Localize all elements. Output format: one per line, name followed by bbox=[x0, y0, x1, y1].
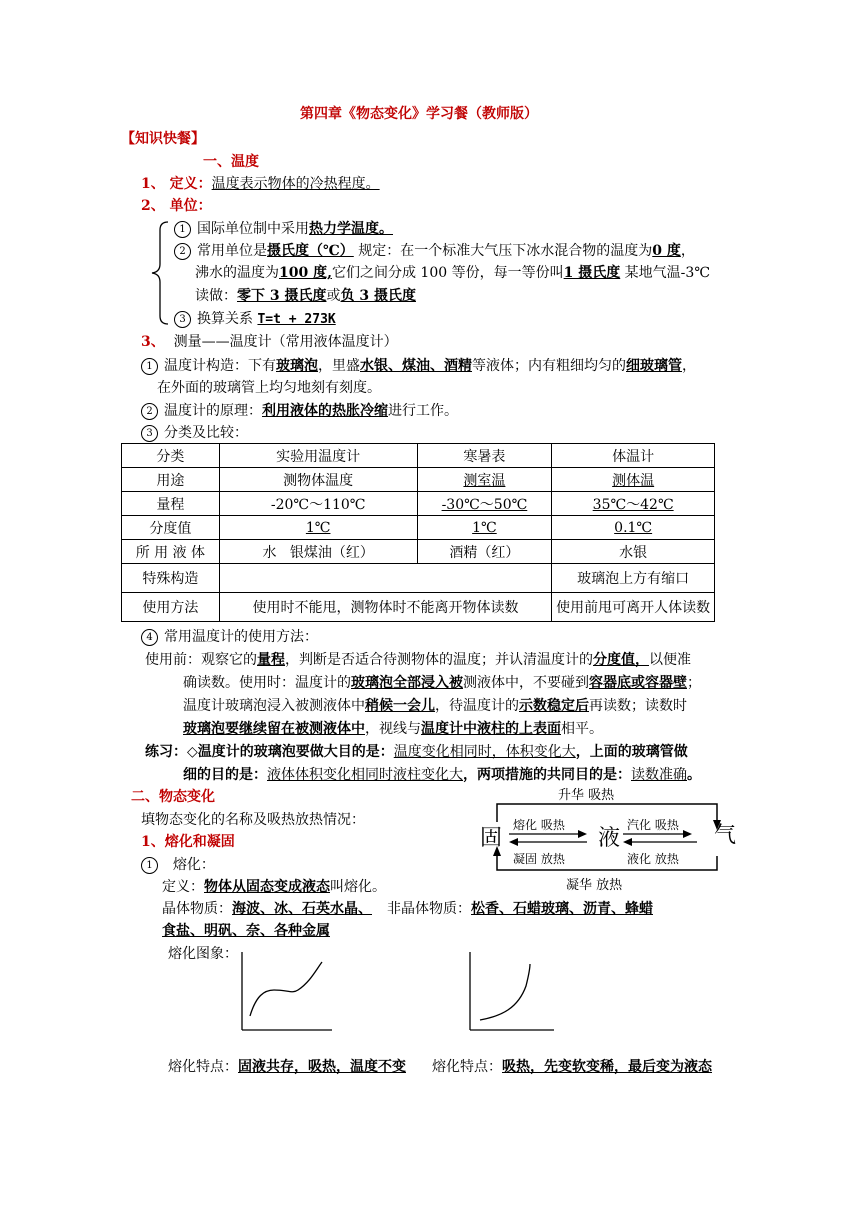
circle-3-icon: 3 bbox=[141, 425, 158, 442]
unit-item-1: 1 国际单位制中采用热力学温度。 bbox=[174, 219, 393, 239]
table-header-row bbox=[122, 444, 715, 468]
circle-2-icon: 2 bbox=[141, 403, 158, 420]
table-header: 分类 bbox=[122, 444, 220, 468]
unit-label: 2、 单位： bbox=[141, 198, 212, 214]
vaporization-label: 汽化 吸热 bbox=[627, 818, 679, 832]
circle-3-icon: 3 bbox=[174, 311, 191, 328]
condensation-label: 液化 放热 bbox=[627, 852, 679, 866]
crystal-feature: 熔化特点：固液共存，吸热，温度不变 bbox=[168, 1059, 406, 1075]
circle-1-icon: 1 bbox=[141, 857, 158, 874]
noncrystal-line: 非晶体物质：松香、石蜡玻璃、沥青、蜂蜡 bbox=[387, 901, 653, 917]
practice-line-1: 练习：◇温度计的玻璃泡要做大目的是：温度变化相同时，体积变化大，上面的玻璃管做 bbox=[145, 744, 688, 760]
measure-line: 3、 测量——温度计（常用液体温度计） bbox=[141, 334, 398, 350]
table-row: 量程 -20℃～110℃ -30℃～50℃ 35℃～42℃ bbox=[122, 492, 715, 516]
table-row: 所 用 液 体 水 银煤油（红） 酒精（红） 水银 bbox=[122, 540, 715, 564]
melting-label: 熔化 吸热 bbox=[513, 818, 565, 832]
freezing-label: 凝固 放热 bbox=[513, 852, 565, 866]
heading-temperature: 一、温度 bbox=[203, 154, 259, 170]
table-header: 实验用温度计 bbox=[219, 444, 417, 468]
table-row: 用途 测物体温度 测室温 测体温 bbox=[122, 468, 715, 492]
graph-label: 熔化图象： bbox=[168, 946, 238, 962]
usage-text-2: 确读数。使用时：温度计的玻璃泡全部浸入被测液体中，不要碰到容器底或容器壁； bbox=[183, 675, 701, 691]
circle-4-icon: 4 bbox=[141, 629, 158, 646]
definition-label: 1、 定义： bbox=[141, 176, 212, 192]
table-row: 分度值 1℃ 1℃ 0.1℃ bbox=[122, 516, 715, 540]
section-knowledge: 【知识快餐】 bbox=[121, 131, 205, 147]
melting-sub: 1 熔化： bbox=[141, 855, 215, 875]
principle-line: 2 温度计的原理：利用液体的热胀冷缩进行工作。 bbox=[141, 401, 458, 421]
structure-line: 1 温度计构造：下有玻璃泡，里盛水银、煤油、酒精等液体；内有粗细均匀的细玻璃管， bbox=[141, 356, 696, 376]
crystal-line-2: 食盐、明矾、奈、各种金属 bbox=[162, 923, 330, 939]
circle-2-icon: 2 bbox=[174, 243, 191, 260]
circle-1-icon: 1 bbox=[141, 358, 158, 375]
circle-1-icon: 1 bbox=[174, 221, 191, 238]
amorphous-melting-graph bbox=[462, 950, 562, 1034]
table-row: 特殊构造 玻璃泡上方有缩口 bbox=[122, 564, 715, 593]
definition-text: 温度表示物体的冷热程度。 bbox=[211, 176, 380, 192]
unit-item-2: 2 常用单位是摄氏度（℃） 规定：在一个标准大气压下冰水混合物的温度为0 度， bbox=[174, 241, 695, 261]
crystal-line: 晶体物质：海波、冰、石英水晶、 bbox=[162, 901, 372, 917]
heading-melting: 1、熔化和凝固 bbox=[141, 834, 235, 850]
unit-item-2-line3: 读做：零下 3 摄氏度或负 3 摄氏度 bbox=[195, 288, 416, 304]
unit-item-3: 3 换算关系 T=t + 273K bbox=[174, 309, 336, 330]
brace-icon bbox=[148, 220, 170, 326]
state-intro: 填物态变化的名称及吸热放热情况： bbox=[141, 812, 365, 828]
melting-definition: 定义：物体从固态变成液态叫熔化。 bbox=[162, 879, 386, 895]
thermometer-table bbox=[121, 443, 715, 622]
practice-line-2: 细的目的是：液体体积变化相同时液柱变化大，两项措施的共同目的是：读数准确。 bbox=[183, 767, 701, 783]
usage-text-1: 使用前：观察它的量程，判断是否适合待测物体的温度；并认清温度计的分度值，以便准 bbox=[145, 652, 691, 668]
classify-line: 3 分类及比较： bbox=[141, 423, 248, 443]
table-header: 寒暑表 bbox=[417, 444, 552, 468]
table-row: 使用方法 使用时不能甩，测物体时不能离开物体读数 使用前甩可离开人体读数 bbox=[122, 593, 715, 622]
gas-label: 气 bbox=[714, 823, 737, 848]
usage-text-3: 温度计玻璃泡浸入被测液体中稍候一会儿，待温度计的示数稳定后再读数；读数时 bbox=[183, 698, 687, 714]
sublimation-label: 升华 吸热 bbox=[558, 788, 615, 803]
amorphous-feature: 熔化特点：吸热，先变软变稀，最后变为液态 bbox=[432, 1059, 712, 1075]
structure-line-2: 在外面的玻璃管上均匀地刻有刻度。 bbox=[157, 380, 381, 396]
solid-label: 固 bbox=[480, 826, 503, 851]
usage-text-4: 玻璃泡要继续留在被测液体中，视线与温度计中液柱的上表面相平。 bbox=[183, 721, 603, 737]
table-header: 体温计 bbox=[552, 444, 715, 468]
page-title: 第四章《物态变化》学习餐（教师版） bbox=[300, 106, 538, 122]
liquid-label: 液 bbox=[598, 826, 621, 851]
definition-line bbox=[141, 174, 380, 194]
usage-line: 4 常用温度计的使用方法： bbox=[141, 627, 318, 647]
crystal-melting-graph bbox=[236, 950, 336, 1034]
unit-item-2-line2: 沸水的温度为100 度,它们之间分成 100 等份，每一等份叫1 摄氏度 某地气温-3℃ bbox=[195, 265, 710, 281]
heading-state-change: 二、物态变化 bbox=[131, 789, 215, 805]
deposition-label: 凝华 放热 bbox=[566, 878, 623, 893]
